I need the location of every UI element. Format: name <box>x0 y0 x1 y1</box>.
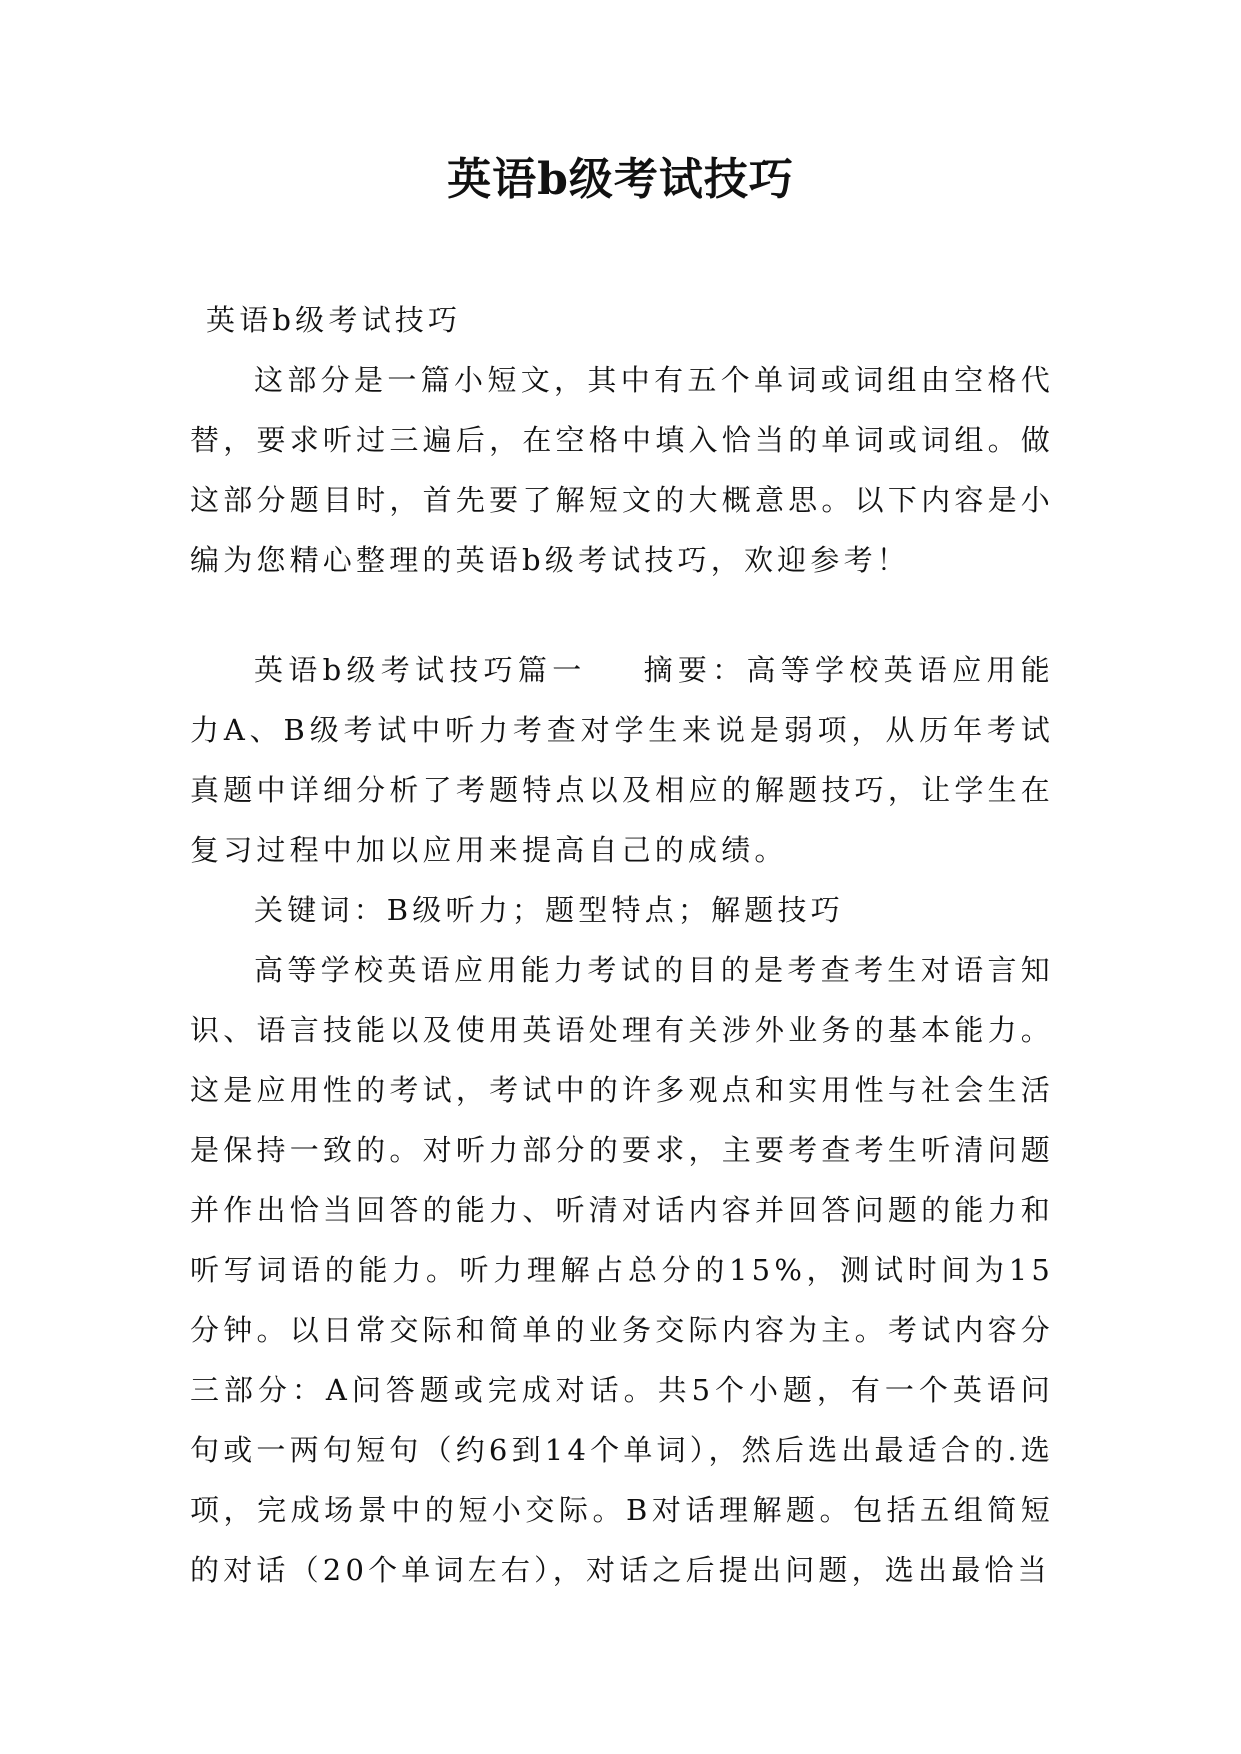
document-body <box>190 290 1054 1600</box>
abstract-text: 摘要：高等学校英语应用能力A、B级考试中听力考查对学生来说是弱项，从历年考试真题中详细分析了考题特点以及相应的解题技巧，让学生在复习过程中加以应用来提高自己的成绩。 <box>190 653 1054 867</box>
intro-paragraph: 这部分是一篇小短文，其中有五个单词或词组由空格代替，要求听过三遍后，在空格中填入恰当的单词或词组。做这部分题目时，首先要了解短文的大概意思。以下内容是小编为您精心整理的英语b级考试技巧，欢迎参考！ <box>190 363 1054 577</box>
section-heading: 英语b级考试技巧篇一 <box>254 653 587 687</box>
body-paragraph: 高等学校英语应用能力考试的目的是考查考生对语言知识、语言技能以及使用英语处理有关涉外业务的基本能力。这是应用性的考试，考试中的许多观点和实用性与社会生活是保持一致的。对听力部分的要求，主要考查考生听清问题并作出恰当回答的能力、听清对话内容并回答问题的能力和听写词语的能力。听力理解占总分的15%，测试时间为15分钟。以日常交际和简单的业务交际内容为主。考试内容分三部分：A问答题或完成对话。共5个小题，有一个英语问句或一两句短句（约6到14个单词），然后选出最适合的.选项，完成场景中的短小交际。B对话理解题。包括五组简短的对话（20个单词左右），对话之后提出问题，选出最恰当 <box>190 953 1054 1587</box>
document-title: 英语b级考试技巧 <box>447 154 794 205</box>
abstract-paragraph <box>190 640 1054 880</box>
paragraph-gap <box>190 590 1054 640</box>
document-subtitle: 英语b级考试技巧 <box>206 303 462 337</box>
keywords-paragraph: 关键词：B级听力；题型特点；解题技巧 <box>254 893 844 927</box>
